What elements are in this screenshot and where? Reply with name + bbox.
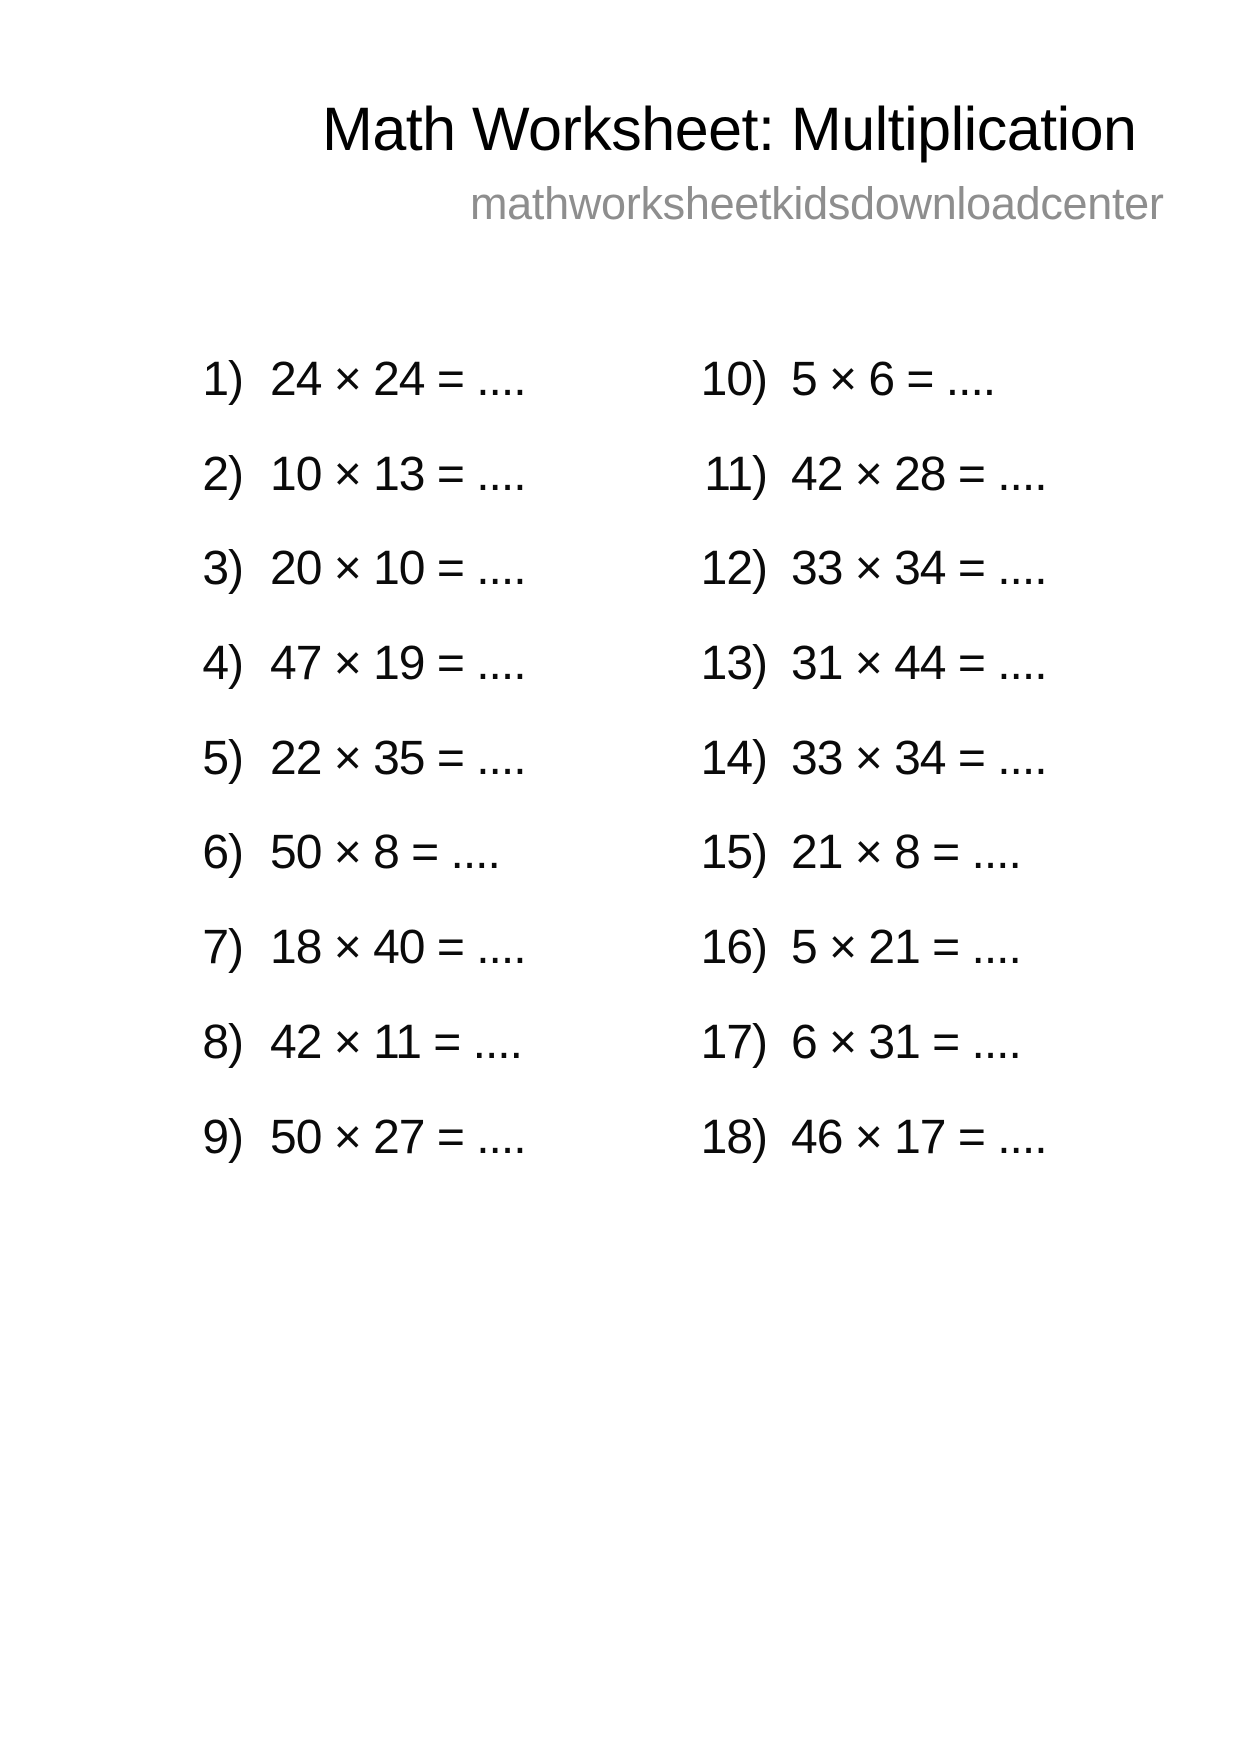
problem-expression: 22 × 35 = .... [270, 731, 526, 785]
problems-column-left [150, 333, 590, 1185]
problems-column-right [600, 333, 1120, 1185]
problem-number: 13) [700, 637, 767, 691]
problem-expression: 50 × 8 = .... [270, 826, 500, 880]
problem-expression: 21 × 8 = .... [791, 826, 1021, 880]
problem-number: 7) [202, 921, 243, 975]
problem-expression: 47 × 19 = .... [270, 637, 526, 691]
problem-expression: 46 × 17 = .... [791, 1110, 1047, 1164]
problem-expression: 5 × 6 = .... [791, 353, 996, 406]
problem-row [600, 806, 1120, 901]
problem-row [150, 617, 590, 712]
problem-expression: 6 × 31 = .... [791, 1015, 1021, 1069]
page-title: Math Worksheet: Multiplication [322, 95, 1137, 163]
problem-expression: 42 × 11 = .... [270, 1015, 522, 1069]
problem-number: 11) [704, 447, 767, 501]
problem-row [600, 333, 1120, 428]
problem-number: 2) [202, 447, 243, 501]
problem-row [150, 712, 590, 807]
problem-expression: 31 × 44 = .... [791, 637, 1047, 691]
problem-number: 18) [700, 1110, 767, 1164]
problem-expression: 24 × 24 = .... [270, 353, 526, 406]
problem-row [600, 901, 1120, 996]
problem-row [150, 806, 590, 901]
problem-row [150, 428, 590, 523]
site-watermark: mathworksheetkidsdownloadcenter [470, 178, 1164, 229]
problem-row [150, 1091, 590, 1186]
problem-expression: 5 × 21 = .... [791, 921, 1021, 975]
problem-number: 6) [202, 826, 243, 880]
problem-row [150, 996, 590, 1091]
problem-expression: 20 × 10 = .... [270, 542, 526, 596]
problem-number: 14) [700, 731, 767, 785]
problem-row [600, 712, 1120, 807]
problem-number: 15) [700, 826, 767, 880]
problem-number: 17) [700, 1015, 767, 1069]
problem-expression: 10 × 13 = .... [270, 447, 526, 501]
problem-number: 5) [202, 731, 243, 785]
problem-number: 12) [700, 542, 767, 596]
problem-number: 9) [202, 1110, 243, 1164]
problem-number: 4) [202, 637, 243, 691]
problem-row [600, 428, 1120, 523]
problem-row [600, 522, 1120, 617]
problem-row [600, 617, 1120, 712]
problem-row [150, 522, 590, 617]
problem-row [600, 1091, 1120, 1186]
problem-expression: 33 × 34 = .... [791, 731, 1047, 785]
problem-number: 3) [202, 542, 243, 596]
problem-expression: 33 × 34 = .... [791, 542, 1047, 596]
problem-expression: 50 × 27 = .... [270, 1110, 526, 1164]
problem-number: 8) [202, 1015, 243, 1069]
problem-number: 1) [202, 353, 243, 406]
problem-number: 10) [700, 353, 767, 406]
problem-row [150, 901, 590, 996]
problem-expression: 42 × 28 = .... [791, 447, 1047, 501]
problem-row [600, 996, 1120, 1091]
problem-number: 16) [700, 921, 767, 975]
problem-row [150, 333, 590, 428]
problem-expression: 18 × 40 = .... [270, 921, 526, 975]
